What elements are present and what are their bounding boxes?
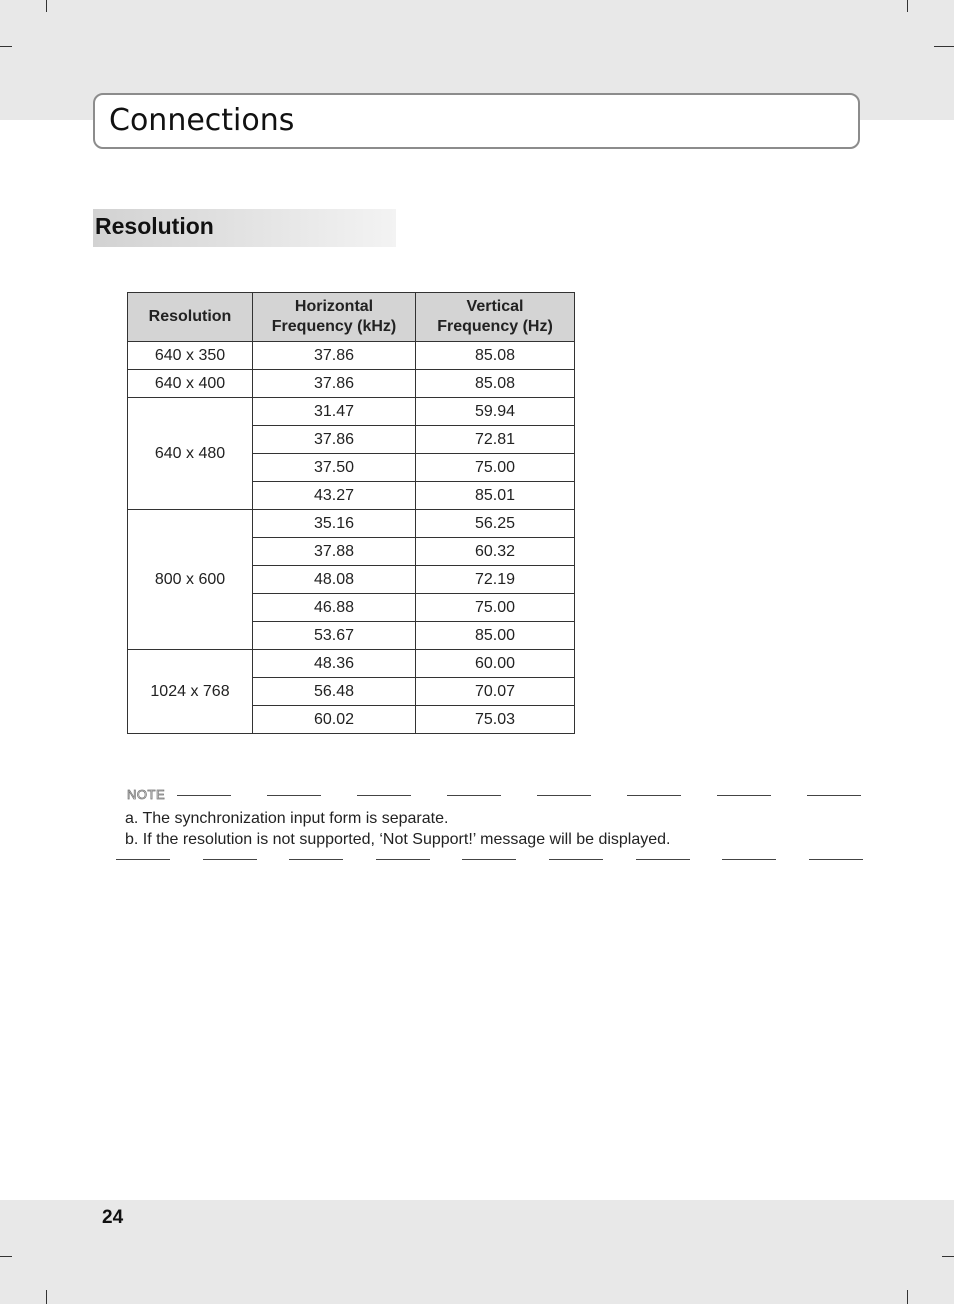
column-header-line: Frequency (kHz) — [271, 318, 397, 335]
column-header-line: Horizontal — [294, 298, 374, 315]
column-header-line: Vertical — [466, 298, 524, 315]
table-row — [128, 342, 575, 370]
horizontal-frequency-cell: 43.27 — [253, 482, 416, 510]
table-row — [128, 370, 575, 398]
crop-mark — [907, 0, 908, 12]
crop-mark — [46, 1290, 47, 1304]
divider — [636, 859, 690, 860]
vertical-frequency-cell: 72.81 — [416, 426, 575, 454]
horizontal-frequency-cell: 31.47 — [253, 398, 416, 426]
divider — [447, 795, 501, 796]
vertical-frequency-cell: 70.07 — [416, 678, 575, 706]
column-header-line: Resolution — [148, 308, 232, 325]
note-item: b. If the resolution is not supported, ‘Not Support!’ message will be displayed. — [125, 831, 671, 848]
crop-mark — [907, 1290, 908, 1304]
horizontal-frequency-cell: 60.02 — [253, 706, 416, 734]
vertical-frequency-cell: 56.25 — [416, 510, 575, 538]
horizontal-frequency-cell: 37.86 — [253, 342, 416, 370]
vertical-frequency-cell: 85.08 — [416, 370, 575, 398]
divider — [289, 859, 343, 860]
divider — [717, 795, 771, 796]
vertical-frequency-cell: 59.94 — [416, 398, 575, 426]
vertical-frequency-cell: 75.00 — [416, 454, 575, 482]
chapter-header — [93, 93, 860, 149]
vertical-frequency-cell: 75.00 — [416, 594, 575, 622]
horizontal-frequency-cell: 37.88 — [253, 538, 416, 566]
divider — [627, 795, 681, 796]
horizontal-frequency-cell: 37.50 — [253, 454, 416, 482]
divider — [203, 859, 257, 860]
column-header — [416, 293, 575, 342]
column-header — [253, 293, 416, 342]
horizontal-frequency-cell: 35.16 — [253, 510, 416, 538]
note-label: NOTE — [127, 787, 166, 802]
section-title: Resolution — [95, 213, 214, 239]
vertical-frequency-cell: 75.03 — [416, 706, 575, 734]
divider — [537, 795, 591, 796]
resolution-cell: 800 x 600 — [128, 510, 253, 650]
table-row — [128, 398, 575, 426]
chapter-title: Connections — [109, 103, 295, 138]
table-row — [128, 510, 575, 538]
bottom-band — [0, 1200, 954, 1304]
divider — [549, 859, 603, 860]
divider — [462, 859, 516, 860]
resolution-table — [127, 292, 575, 734]
column-header — [128, 293, 253, 342]
divider — [116, 859, 170, 860]
vertical-frequency-cell: 85.08 — [416, 342, 575, 370]
vertical-frequency-cell: 60.00 — [416, 650, 575, 678]
divider — [809, 859, 863, 860]
vertical-frequency-cell: 85.01 — [416, 482, 575, 510]
vertical-frequency-cell: 85.00 — [416, 622, 575, 650]
column-header-line: Frequency (Hz) — [437, 318, 553, 335]
table-row — [128, 650, 575, 678]
section-header — [93, 209, 396, 247]
horizontal-frequency-cell: 53.67 — [253, 622, 416, 650]
resolution-cell: 1024 x 768 — [128, 650, 253, 734]
horizontal-frequency-cell: 48.36 — [253, 650, 416, 678]
horizontal-frequency-cell: 48.08 — [253, 566, 416, 594]
crop-mark — [0, 46, 12, 47]
crop-mark — [0, 1256, 12, 1257]
vertical-frequency-cell: 72.19 — [416, 566, 575, 594]
divider — [807, 795, 861, 796]
divider — [177, 795, 231, 796]
resolution-cell: 640 x 350 — [128, 342, 253, 370]
divider — [267, 795, 321, 796]
resolution-cell: 640 x 480 — [128, 398, 253, 510]
horizontal-frequency-cell: 56.48 — [253, 678, 416, 706]
divider — [722, 859, 776, 860]
horizontal-frequency-cell: 37.86 — [253, 426, 416, 454]
crop-mark — [934, 46, 954, 47]
page-number: 24 — [102, 1207, 124, 1228]
note-item: a. The synchronization input form is separate. — [125, 810, 449, 827]
horizontal-frequency-cell: 37.86 — [253, 370, 416, 398]
vertical-frequency-cell: 60.32 — [416, 538, 575, 566]
divider — [376, 859, 430, 860]
crop-mark — [46, 0, 47, 12]
horizontal-frequency-cell: 46.88 — [253, 594, 416, 622]
resolution-cell: 640 x 400 — [128, 370, 253, 398]
divider — [357, 795, 411, 796]
crop-mark — [942, 1256, 954, 1257]
